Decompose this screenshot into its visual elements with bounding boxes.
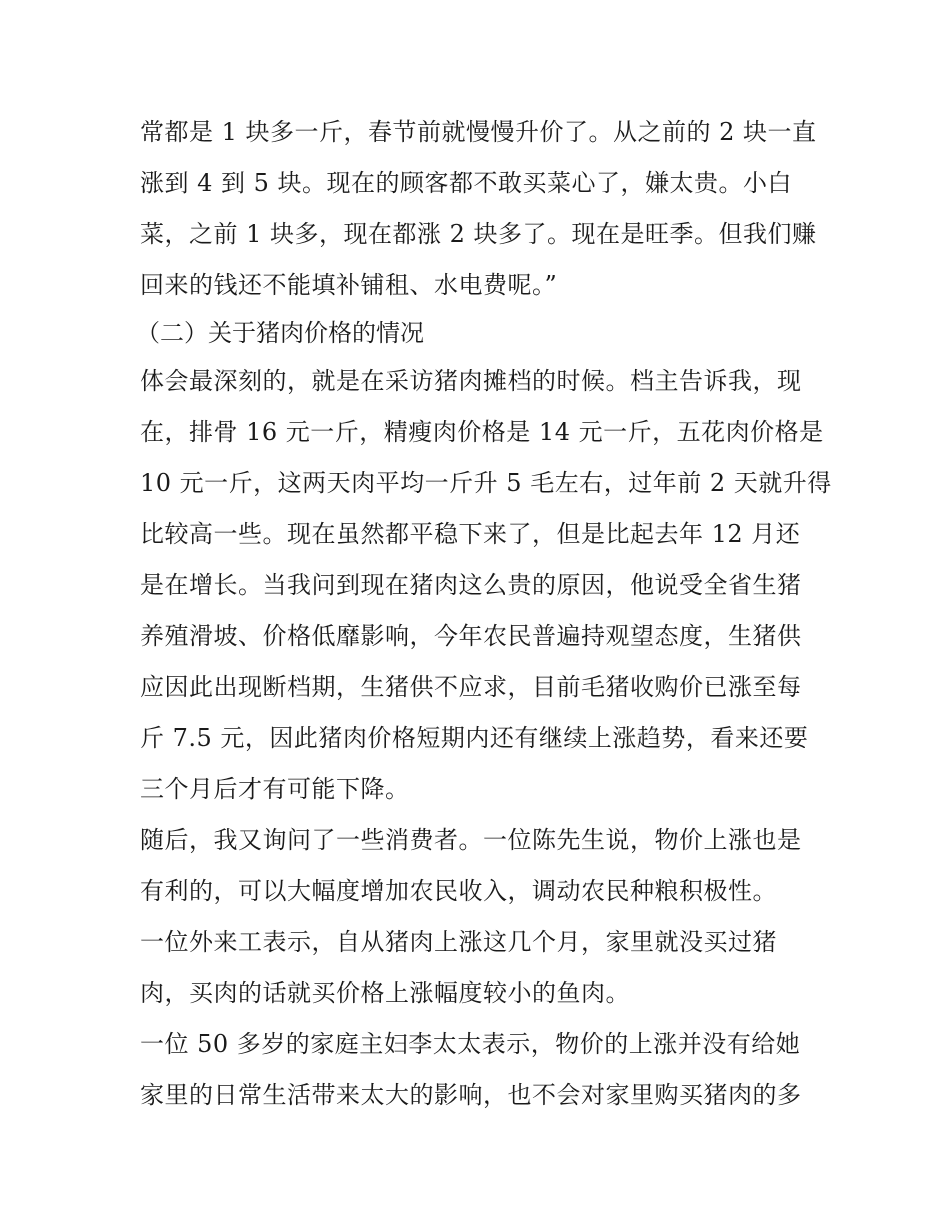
text-line: 养殖滑坡、价格低靡影响，今年农民普遍持观望态度，生猪供 [140,622,802,650]
text-line: 在，排骨 16 元一斤，精瘦肉价格是 14 元一斤，五花肉价格是 [140,418,824,446]
text-line: 有利的，可以大幅度增加农民收入，调动农民种粮积极性。 [140,877,777,905]
text-line: 应因此出现断档期，生猪供不应求，目前毛猪收购价已涨至每 [140,673,802,701]
document-body [136,107,832,1121]
text-line: 三个月后才有可能下降。 [140,775,410,803]
text-line: 随后，我又询问了一些消费者。一位陈先生说，物价上涨也是 [140,826,802,854]
paragraph-housewife-li [140,1019,820,1121]
text-line: 家里的日常生活带来太大的影响，也不会对家里购买猪肉的多 [140,1081,802,1109]
text-line: 体会最深刻的，就是在采访猪肉摊档的时候。档主告诉我，现 [140,367,802,395]
section-heading: （二）关于猪肉价格的情况 [136,319,424,347]
text-line: 常都是 1 块多一斤，春节前就慢慢升价了。从之前的 2 块一直 [140,118,817,146]
text-line: 斤 7.5 元，因此猪肉价格短期内还有继续上涨趋势，看来还要 [140,724,809,752]
paragraph-vegetable-prices [140,107,820,311]
text-line: 一位 50 多岁的家庭主妇李太太表示，物价的上涨并没有给她 [140,1030,801,1058]
text-line: 比较高一些。现在虽然都平稳下来了，但是比起去年 12 月还 [140,520,801,548]
text-line: 是在增长。当我问到现在猪肉这么贵的原因，他说受全省生猪 [140,571,802,599]
paragraph-pork-stall [140,356,832,815]
paragraph-migrant-worker [140,917,820,1019]
text-line: 回来的钱还不能填补铺租、水电费呢。” [140,271,558,299]
text-line: 一位外来工表示，自从猪肉上涨这几个月，家里就没买过猪 [140,928,777,956]
text-line: 10 元一斤，这两天肉平均一斤升 5 毛左右，过年前 2 天就升得 [140,469,832,497]
text-line: 肉，买肉的话就买价格上涨幅度较小的鱼肉。 [140,979,630,1007]
text-line: 涨到 4 到 5 块。现在的顾客都不敢买菜心了，嫌太贵。小白 [140,169,793,197]
text-line: 菜，之前 1 块多，现在都涨 2 块多了。现在是旺季。但我们赚 [140,220,817,248]
paragraph-consumer-chen [140,815,820,917]
